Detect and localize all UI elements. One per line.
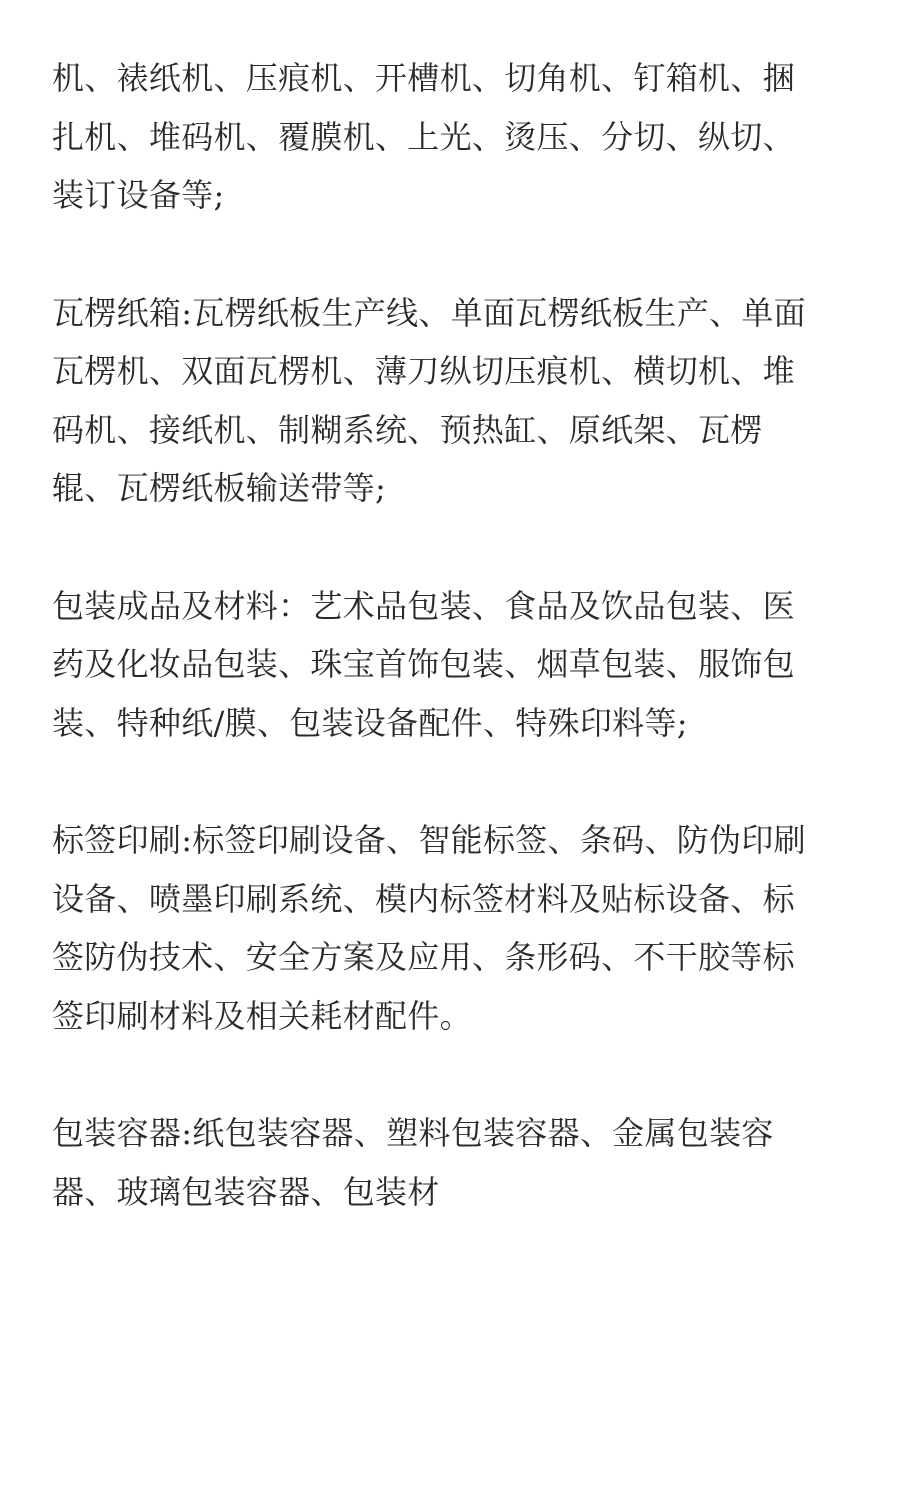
text-line: 扎机、堆码机、覆膜机、上光、烫压、分切、纵切、 bbox=[52, 117, 795, 156]
text-line: 辊、瓦楞纸板输送带等; bbox=[52, 469, 387, 507]
paragraph-spacer bbox=[52, 225, 852, 284]
text-line: 包装成品及材料：艺术品包装、食品及饮品包装、医 bbox=[52, 586, 795, 625]
article-body bbox=[52, 49, 852, 1221]
text-line: 机、裱纸机、压痕机、开槽机、切角机、钉箱机、捆 bbox=[52, 59, 795, 97]
text-line: 码机、接纸机、制糊系统、预热缸、原纸架、瓦楞 bbox=[52, 410, 763, 449]
paragraph-spacer bbox=[52, 1045, 852, 1104]
paragraph-packaging-containers bbox=[52, 1104, 852, 1221]
paragraph-spacer bbox=[52, 752, 852, 811]
text-line: 包装容器:纸包装容器、塑料包装容器、金属包装容 bbox=[52, 1114, 774, 1152]
text-line: 装订设备等; bbox=[52, 176, 225, 214]
paragraph-printing-equipment bbox=[52, 49, 852, 225]
text-line: 药及化妆品包装、珠宝首饰包装、烟草包装、服饰包 bbox=[52, 645, 795, 683]
text-line: 瓦楞机、双面瓦楞机、薄刀纵切压痕机、横切机、堆 bbox=[52, 352, 795, 390]
paragraph-packaging-products bbox=[52, 577, 852, 753]
text-line: 器、玻璃包装容器、包装材 bbox=[52, 1172, 440, 1211]
paragraph-spacer bbox=[52, 518, 852, 577]
text-line: 标签印刷:标签印刷设备、智能标签、条码、防伪印刷 bbox=[52, 821, 806, 859]
paragraph-corrugated-boxes bbox=[52, 284, 852, 518]
text-line: 装、特种纸/膜、包装设备配件、特殊印料等; bbox=[52, 703, 688, 742]
text-line: 签防伪技术、安全方案及应用、条形码、不干胶等标 bbox=[52, 938, 795, 976]
text-line: 设备、喷墨印刷系统、模内标签材料及贴标设备、标 bbox=[52, 879, 795, 918]
text-line: 签印刷材料及相关耗材配件。 bbox=[52, 996, 472, 1035]
paragraph-label-printing bbox=[52, 811, 852, 1045]
text-line: 瓦楞纸箱:瓦楞纸板生产线、单面瓦楞纸板生产、单面 bbox=[52, 293, 806, 332]
